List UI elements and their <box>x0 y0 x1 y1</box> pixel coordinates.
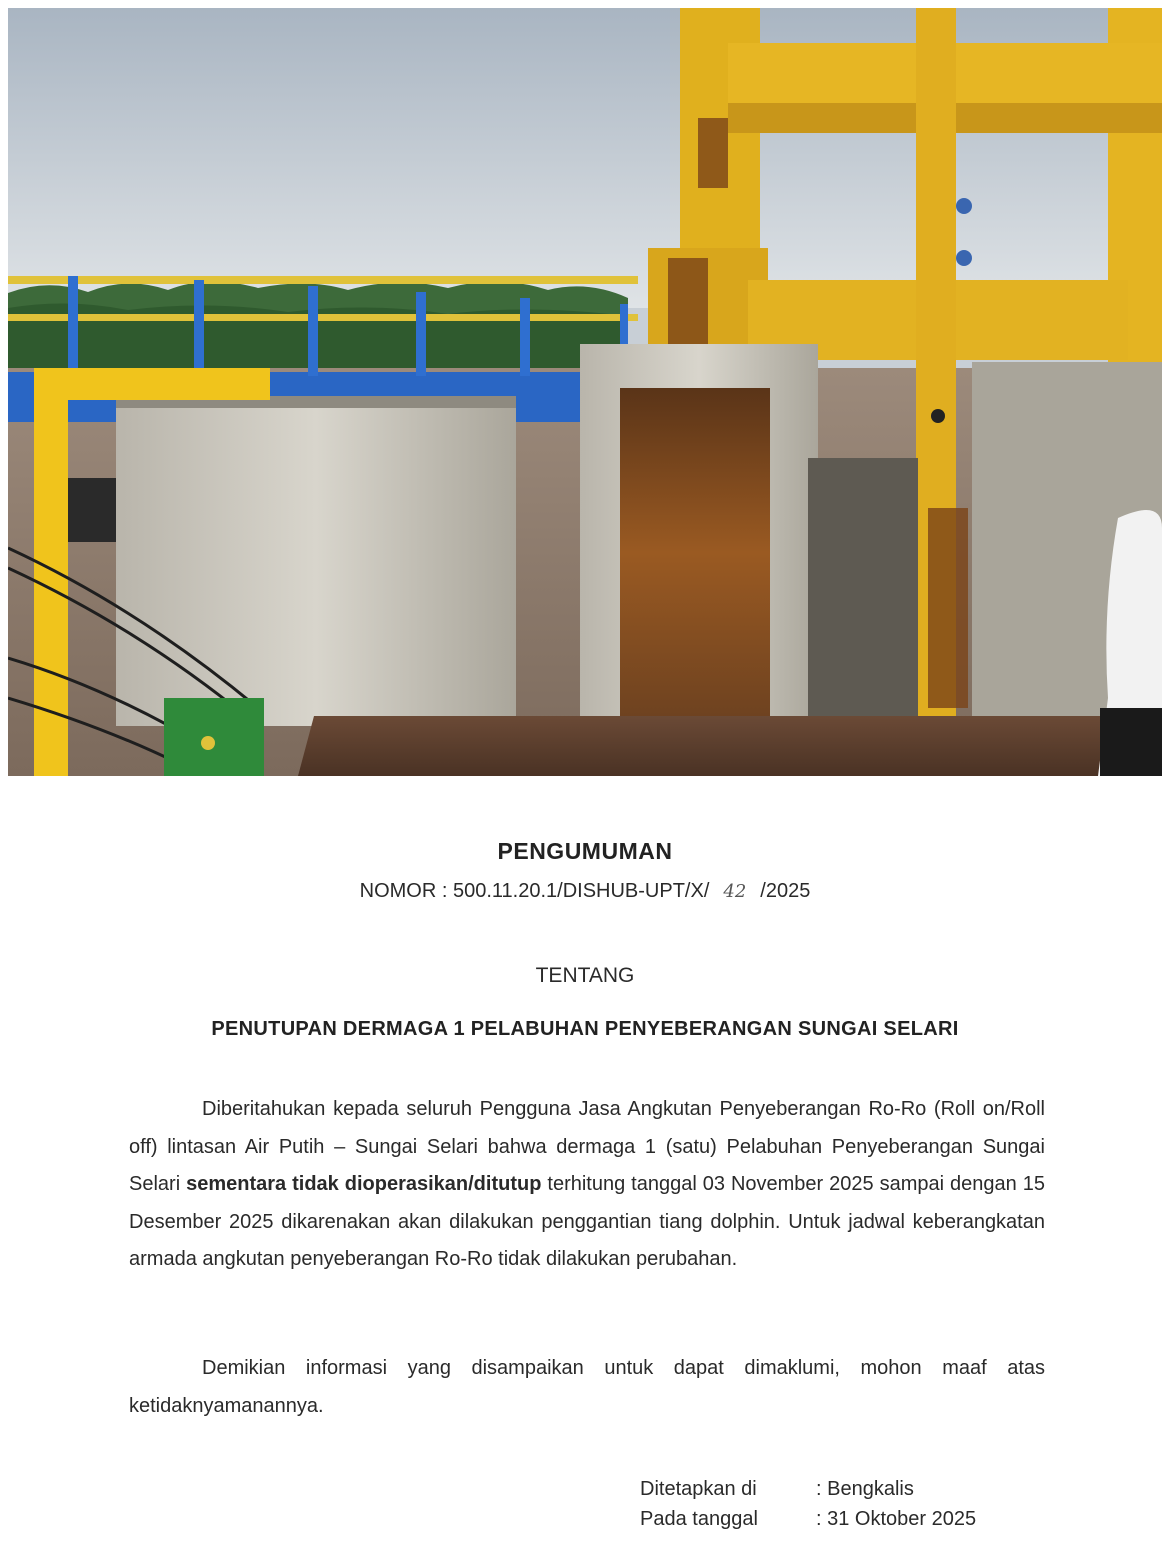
signature-date <box>640 1504 976 1534</box>
signature-place <box>640 1474 914 1504</box>
announcement-subject: PENUTUPAN DERMAGA 1 PELABUHAN PENYEBERANGAN SUNGAI SELARI <box>211 1018 959 1040</box>
notice-text-bold: sementara tidak dioperasikan/ditutup <box>186 1173 542 1196</box>
place-value: : Bengkalis <box>816 1478 914 1500</box>
date-value: : 31 Oktober 2025 <box>816 1508 977 1530</box>
concrete-dolphin-left <box>116 396 516 726</box>
paragraph-closing <box>129 1350 1045 1425</box>
number-handwritten: 42 <box>723 881 747 902</box>
number-suffix: /2025 <box>760 880 811 902</box>
announcement-number <box>8 880 1162 903</box>
rusted-plate <box>620 388 770 718</box>
number-prefix: NOMOR : 500.11.20.1/DISHUB-UPT/X/ <box>359 880 710 902</box>
dock-photo <box>8 8 1162 776</box>
tentang-heading: TENTANG <box>535 964 635 987</box>
announcement-document <box>8 784 1162 1552</box>
place-label: Ditetapkan di <box>640 1478 757 1500</box>
paragraph-notice <box>129 1091 1045 1279</box>
announcement-title: PENGUMUMAN <box>497 838 673 864</box>
date-label: Pada tanggal <box>640 1508 758 1530</box>
green-winch <box>164 698 264 776</box>
rusty-deck <box>298 716 1162 776</box>
notice-text-2: terhitung tanggal 03 November 2025 sampai dengan 15 Desember 2025 dikarenakan akan dilakukan penggantian tiang dolphin. Untuk jadwal keberangkatan armada angkutan penyeberangan Ro-Ro tidak dilakukan perubahan. <box>129 1173 1045 1271</box>
closing-text: Demikian informasi yang disampaikan untuk dapat dimaklumi, mohon maaf atas ketidaknyamanannya. <box>129 1357 1045 1417</box>
notice-text-1: Diberitahukan kepada seluruh Pengguna Jasa Angkutan Penyeberangan Ro-Ro (Roll on/Roll off) lintasan Air Putih – Sungai Selari bahwa dermaga 1 (satu) Pelabuhan Penyeberangan Sungai Selari <box>129 1098 1045 1196</box>
